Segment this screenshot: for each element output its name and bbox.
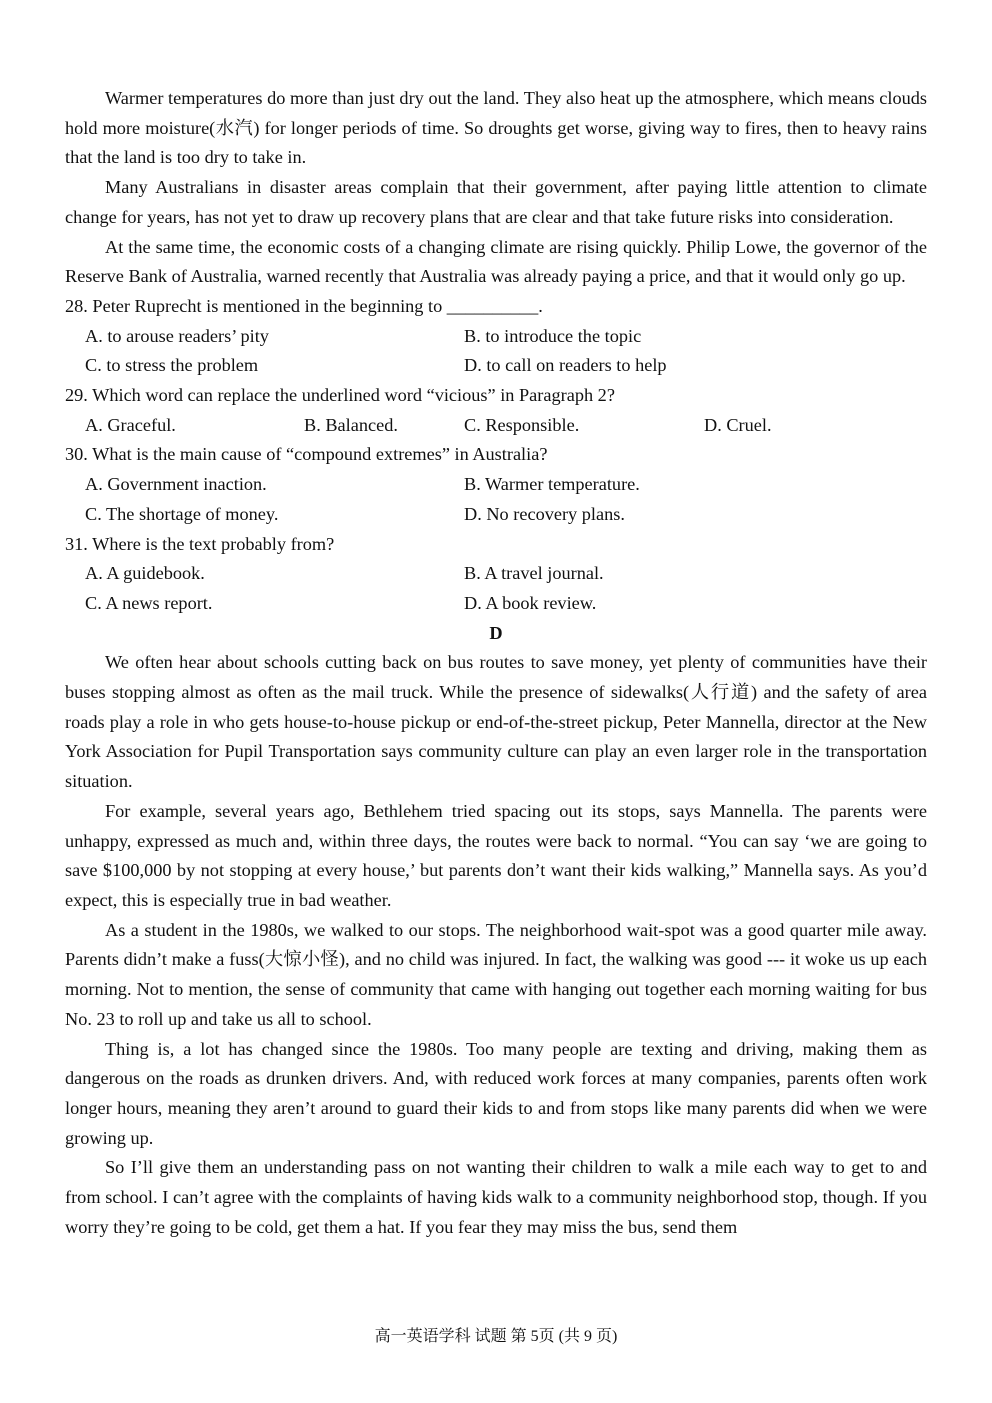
question-stem: 31. Where is the text probably from? bbox=[65, 533, 335, 554]
paragraph: At the same time, the economic costs of a changing climate are rising quickly. Philip Lowe, the governor of the Reserve Bank of Australia, warned recently that Australia was already paying a price, and that it would only go up. bbox=[65, 236, 927, 287]
option-a: A. Government inaction. bbox=[85, 474, 267, 495]
option-c: C. The shortage of money. bbox=[85, 503, 279, 524]
option-b: B. Warmer temperature. bbox=[464, 474, 640, 495]
question-29 bbox=[65, 381, 927, 440]
option-d: D. Cruel. bbox=[704, 414, 772, 435]
passage-d bbox=[65, 648, 927, 1242]
option-a: A. to arouse readers’ pity bbox=[85, 325, 269, 346]
paragraph: So I’ll give them an understanding pass on not wanting their children to walk a mile each way to get to and from school. I can’t agree with the complaints of having kids walk to a community neighborhood stop, though. If you worry they’re going to be cold, get them a hat. If you fear they may miss the bus, send them bbox=[65, 1157, 927, 1237]
option-d: D. No recovery plans. bbox=[464, 503, 625, 524]
passage-c-tail bbox=[65, 84, 927, 292]
option-a: A. A guidebook. bbox=[85, 563, 205, 584]
question-31 bbox=[65, 530, 927, 619]
question-30 bbox=[65, 440, 927, 529]
option-c: C. Responsible. bbox=[464, 414, 580, 435]
options bbox=[65, 470, 927, 529]
option-d: D. to call on readers to help bbox=[464, 355, 667, 376]
section-title: D bbox=[489, 622, 503, 643]
question-stem: 28. Peter Ruprecht is mentioned in the beginning to __________. bbox=[65, 295, 543, 316]
page-content bbox=[65, 84, 927, 1242]
options bbox=[65, 411, 927, 441]
page-footer: 高一英语学科 试题 第 5页 (共 9 页) bbox=[374, 1328, 618, 1345]
paragraph: For example, several years ago, Bethlehem tried spacing out its stops, says Mannella. The parents were unhappy, expressed as much and, within three days, the routes were back to normal. “You can say ‘we are going to save $100,000 by not stopping at every house,’ but parents don’t want their kids walking,” Mannella says. As you’d expect, this is especially true in bad weather. bbox=[65, 800, 927, 910]
paragraph: Many Australians in disaster areas complain that their government, after paying little attention to climate change for years, has not yet to draw up recovery plans that are clear and that take future risks into consideration. bbox=[65, 177, 927, 227]
options bbox=[65, 559, 927, 618]
option-c: C. to stress the problem bbox=[85, 355, 259, 376]
paragraph: Warmer temperatures do more than just dry out the land. They also heat up the atmosphere, which means clouds hold more moisture(水汽) for longer periods of time. So droughts get worse, giving way to fires, then to heavy rains that the land is too dry to take in. bbox=[65, 88, 927, 168]
option-b: B. to introduce the topic bbox=[464, 325, 642, 346]
paragraph: As a student in the 1980s, we walked to our stops. The neighborhood wait-spot was a good quarter mile away. Parents didn’t make a fuss(大惊小怪), and no child was injured. In fact, the walking was good --- it woke us up each morning. Not to mention, the sense of community that came with hanging out together each morning waiting for bus No. 23 to roll up and take us all to school. bbox=[65, 919, 927, 1029]
question-stem: 29. Which word can replace the underlined word “vicious” in Paragraph 2? bbox=[65, 385, 615, 406]
option-b: B. Balanced. bbox=[304, 414, 398, 435]
option-c: C. A news report. bbox=[85, 592, 213, 613]
option-d: D. A book review. bbox=[464, 592, 597, 613]
option-a: A. Graceful. bbox=[85, 414, 176, 435]
options bbox=[65, 322, 927, 381]
question-stem: 30. What is the main cause of “compound extremes” in Australia? bbox=[65, 444, 548, 465]
paragraph: Thing is, a lot has changed since the 1980s. Too many people are texting and driving, making them as dangerous on the roads as drunken drivers. And, with reduced work forces at many companies, parents often work longer hours, meaning they aren’t around to guard their kids to and from stops like many parents did when we were growing up. bbox=[65, 1038, 927, 1148]
paragraph: We often hear about schools cutting back on bus routes to save money, yet plenty of communities have their buses stopping almost as often as the mail truck. While the presence of sidewalks(人行道) and the safety of area roads play a role in who gets house-to-house pickup or end-of-the-street pickup, Peter Mannella, director at the New York Association for Pupil Transportation says community culture can play an even larger role in the transportation situation. bbox=[65, 652, 927, 792]
question-28 bbox=[65, 292, 927, 381]
option-b: B. A travel journal. bbox=[464, 563, 604, 584]
